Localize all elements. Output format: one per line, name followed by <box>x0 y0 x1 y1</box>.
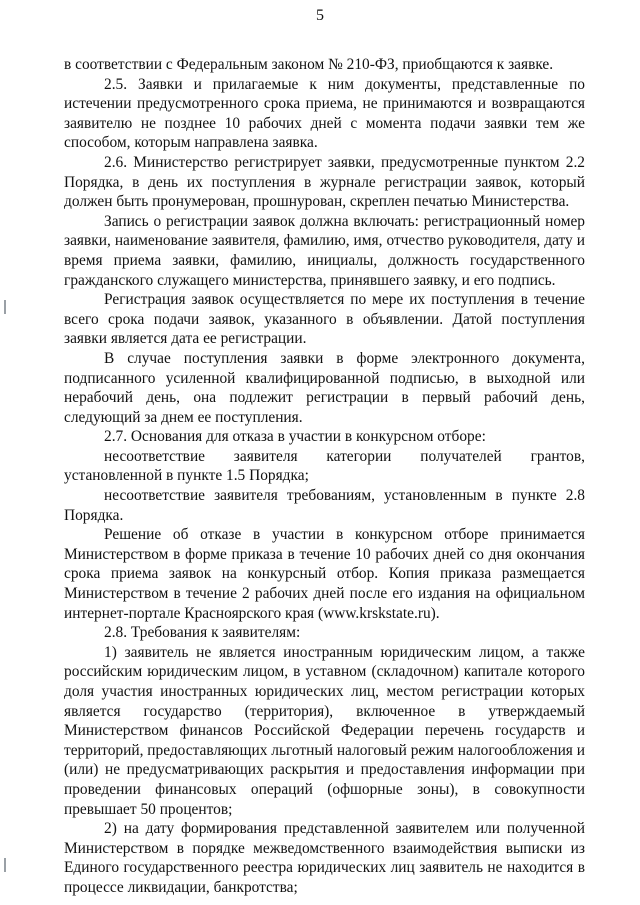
paragraph-refusal-decision: Решение об отказе в участии в конкурсном отборе принимается Министерством в форме приказа в течение 10 рабочих дней со дня окончания срока приема заявок на конкурсный отбор. Копия приказа размещается Министерством в течение 2 рабочих дней после его издания на официальном интернет-портале Красноярского края (www.krskstate.ru). <box>64 526 585 622</box>
scan-edge-mark <box>4 858 6 872</box>
paragraph-refusal-reason-1: несоответствие заявителя категории получателей грантов, установленной в пункте 1.5 Порядка; <box>64 447 585 485</box>
page-number: 5 <box>316 7 324 24</box>
paragraph-intro-continuation: в соответствии с Федеральным законом № 210-ФЗ, приобщаются к заявке. <box>64 56 554 73</box>
document-body <box>64 55 585 898</box>
paragraph-electronic-document: В случае поступления заявки в форме электронного документа, подписанного усиленной квалифицированной подписью, в выходной или нерабочий день, она подлежит регистрации в первый рабочий день, следующий за днем ее поступления. <box>64 349 585 426</box>
paragraph-2-7: 2.7. Основания для отказа в участии в конкурсном отборе: <box>104 428 486 446</box>
paragraph-registration-order: Регистрация заявок осуществляется по мере их поступления в течение всего срока подачи заявок, указанного в объявлении. Датой поступления заявки является дата ее регистрации. <box>64 291 585 348</box>
paragraph-requirement-2: 2) на дату формирования представленной заявителем или полученной Министерством в порядке межведомственного взаимодействия выписки из Единого государственного реестра юридических лиц заявитель не находится в процессе ликвидации, банкротства; <box>64 820 585 896</box>
paragraph-2-8: 2.8. Требования к заявителям: <box>104 624 301 642</box>
paragraph-requirement-1: 1) заявитель не является иностранным юридическим лицом, а также российским юридическим лицом, в уставном (складочном) капитале которого доля участия иностранных юридических лиц, местом регистрации которых является государство (территория), включенное в утверждаемый Министерством финансов Российской Федерации перечень государств и территорий, предоставляющих льготный налоговый режим налогообложения и (или) не предусматривающих раскрытия и предоставления информации при проведении финансовых операций (офшорные зоны), в совокупности превышает 50 процентов; <box>64 643 585 818</box>
paragraph-refusal-reason-2: несоответствие заявителя требованиям, установленным в пункте 2.8 Порядка. <box>64 487 585 524</box>
paragraph-2-5: 2.5. Заявки и прилагаемые к ним документы, представленные по истечении предусмотренного срока приема, не принимаются и возвращаются заявителю не позднее 10 рабочих дней с момента подачи заявки тем же способом, которым направлена заявка. <box>64 75 585 152</box>
scan-edge-mark <box>4 300 6 314</box>
paragraph-registration-record: Запись о регистрации заявок должна включать: регистрационный номер заявки, наименование заявителя, фамилию, имя, отчество руководителя, дату и время приема заявки, фамилию, инициалы, должность государственного гражданского служащего министерства, принявшего заявку, и его подпись. <box>64 212 585 289</box>
paragraph-2-6: 2.6. Министерство регистрирует заявки, предусмотренные пунктом 2.2 Порядка, в день их поступления в журнале регистрации заявок, который должен быть пронумерован, прошнурован, скреплен печатью Министерства. <box>64 153 585 211</box>
